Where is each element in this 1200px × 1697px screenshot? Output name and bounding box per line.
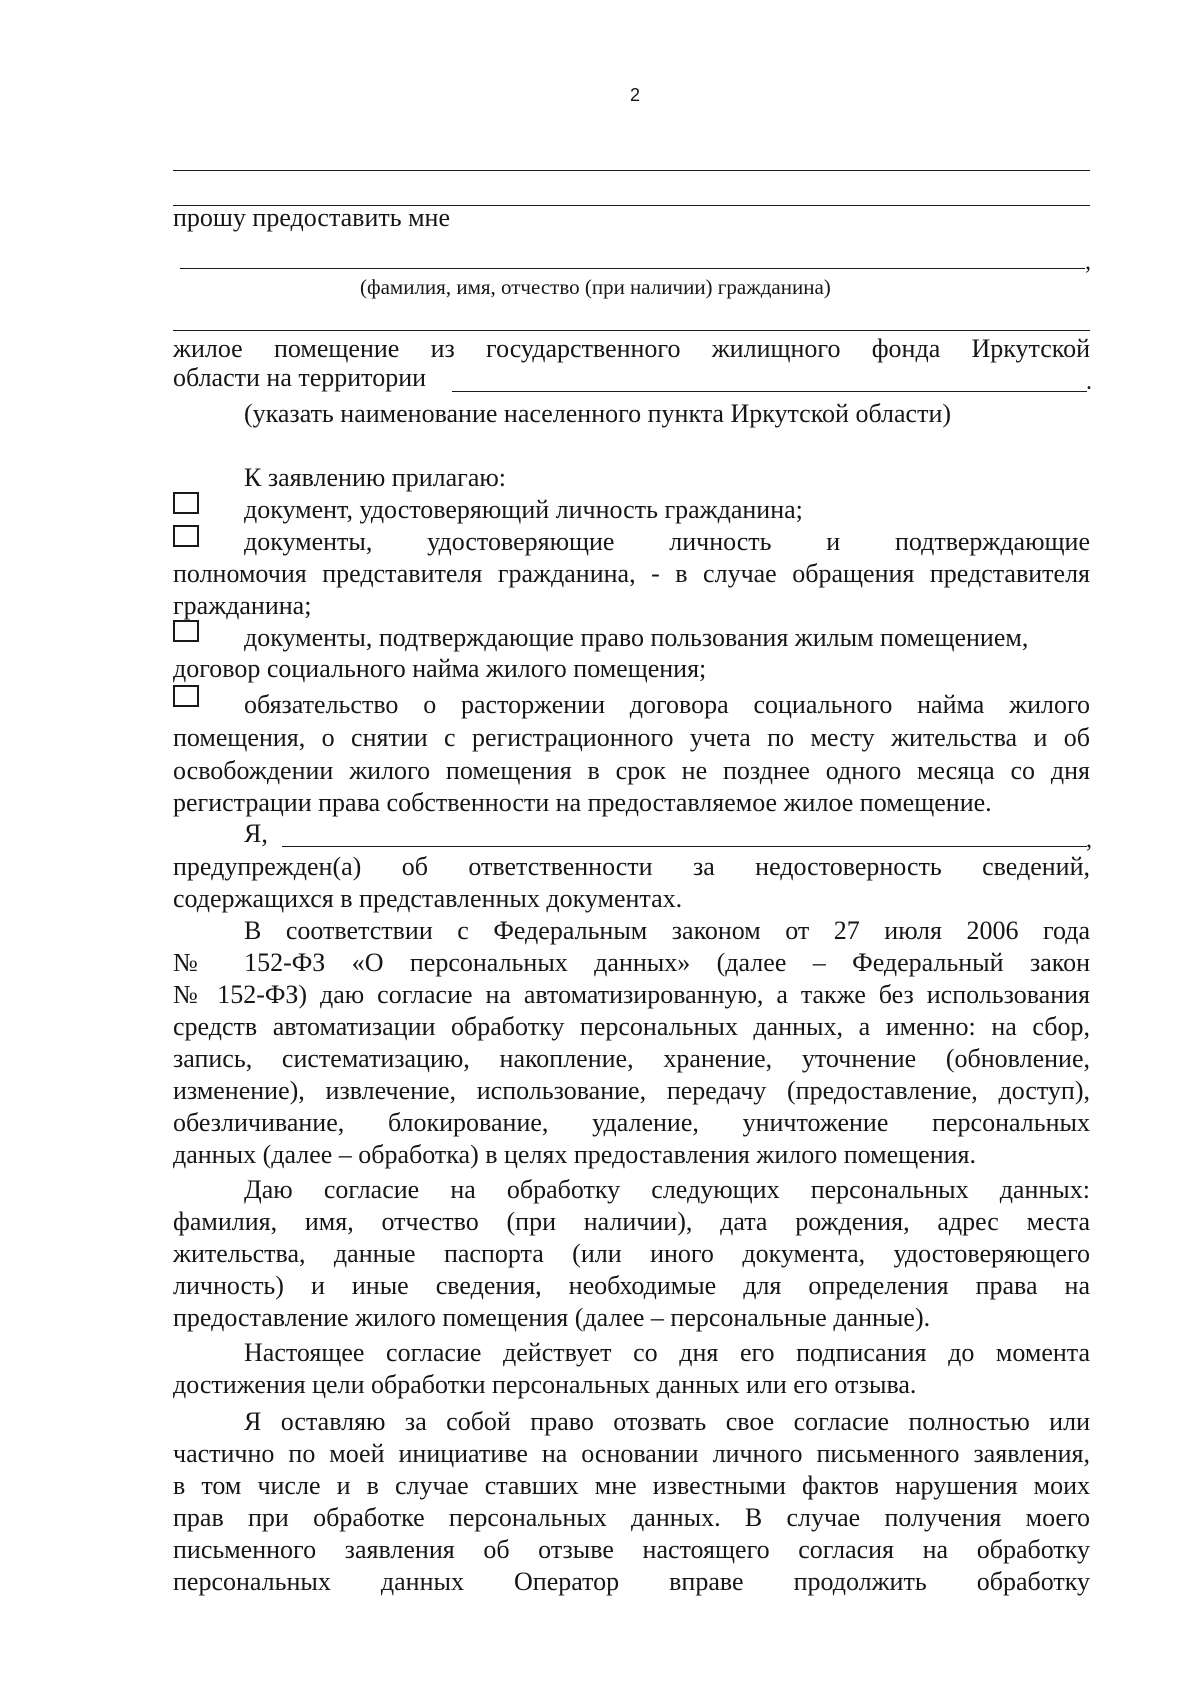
attachment-item-4-line-2: помещения, о снятии с регистрационного учета по месту жительства и об	[173, 723, 1090, 752]
consent-p3-line: Настоящее согласие действует со дня его подписания до момента	[244, 1338, 1090, 1367]
consent-p4-line: Я оставляю за собой право отозвать свое согласие полностью или	[244, 1407, 1090, 1436]
consent-p4-line: в том числе и в случае ставших мне известными фактов нарушения моих	[173, 1471, 1090, 1500]
attachment-item-3-line-2: договор социального найма жилого помещения;	[173, 654, 707, 683]
declaration-line-2: содержащихся в представленных документах.	[173, 884, 683, 913]
consent-p1-line: данных (далее – обработка) в целях предоставления жилого помещения.	[173, 1140, 977, 1169]
consent-p4-line: письменного заявления об отзыве настоящего согласия на обработку	[173, 1535, 1090, 1564]
request-line-2: области на территории	[173, 363, 427, 392]
consent-p1-line: № 152-ФЗ) даю согласие на автоматизированную, а также без использования	[173, 980, 1090, 1009]
attachment-item-2-line-1: документы, удостоверяющие личность и подтверждающие	[244, 527, 1090, 556]
attachment-item-2-line-3: гражданина;	[173, 591, 312, 620]
settlement-caption: (указать наименование населенного пункта Иркутской области)	[244, 399, 952, 428]
comma-mark: ,	[1085, 249, 1091, 275]
attachment-item-4-line-3: освобождении жилого помещения в срок не позднее одного месяца со дня	[173, 756, 1090, 785]
consent-p2-line: предоставление жилого помещения (далее – персональные данные).	[173, 1303, 931, 1332]
consent-p3-line: достижения цели обработки персональных данных или его отзыва.	[173, 1370, 917, 1399]
consent-p1-line: № 152-ФЗ «О персональных данных» (далее – Федеральный закон	[173, 948, 1090, 977]
name-blank-line	[180, 268, 1085, 269]
consent-p1-line: средств автоматизации обработку персональных данных, а именно: на сбор,	[173, 1012, 1090, 1041]
attachment-item-1: документ, удостоверяющий личность гражданина;	[244, 495, 803, 524]
consent-p4-line: персональных данных Оператор вправе продолжить обработку	[173, 1567, 1090, 1596]
consent-p2-line: Даю согласие на обработку следующих персональных данных:	[244, 1175, 1090, 1204]
period-mark: .	[1086, 369, 1092, 395]
declaration-ya: Я,	[244, 819, 268, 848]
consent-p2-line: фамилия, имя, отчество (при наличии), дата рождения, адрес места	[173, 1207, 1090, 1236]
attachment-checkbox-4[interactable]	[173, 685, 199, 707]
signatory-blank-line	[282, 846, 1087, 847]
blank-line-3	[173, 330, 1090, 331]
attachment-checkbox-2[interactable]	[173, 525, 199, 547]
consent-p4-line: прав при обработке персональных данных. В случае получения моего	[173, 1503, 1090, 1532]
page-number: 2	[629, 85, 640, 105]
consent-p2-line: личность) и иные сведения, необходимые для определения права на	[173, 1271, 1090, 1300]
attachment-item-4-line-4: регистрации права собственности на предоставляемое жилое помещение.	[173, 788, 992, 817]
consent-p2-line: жительства, данные паспорта (или иного документа, удостоверяющего	[173, 1239, 1090, 1268]
attachments-heading: К заявлению прилагаю:	[244, 463, 507, 492]
attachment-item-3-line-1: документы, подтверждающие право пользования жилым помещением,	[244, 623, 1029, 652]
attachment-item-2-line-2: полномочия представителя гражданина, - в случае обращения представителя	[173, 559, 1090, 588]
consent-p1-line: В соответствии с Федеральным законом от 27 июля 2006 года	[244, 916, 1090, 945]
request-intro: прошу предоставить мне	[173, 203, 450, 232]
consent-p1-line: обезличивание, блокирование, удаление, уничтожение персональных	[173, 1108, 1090, 1137]
consent-p1-line: изменение), извлечение, использование, передачу (предоставление, доступ),	[173, 1076, 1090, 1105]
name-caption: (фамилия, имя, отчество (при наличии) гражданина)	[360, 275, 831, 299]
blank-line-1	[173, 170, 1090, 171]
consent-p4-line: частично по моей инициативе на основании личного письменного заявления,	[173, 1439, 1090, 1468]
attachment-item-4-line-1: обязательство о расторжении договора социального найма жилого	[244, 690, 1090, 719]
request-line-1: жилое помещение из государственного жилищного фонда Иркутской	[173, 334, 1090, 363]
declaration-line-1: предупрежден(а) об ответственности за недостоверность сведений,	[173, 852, 1090, 881]
attachment-checkbox-3[interactable]	[173, 620, 199, 642]
attachment-checkbox-1[interactable]	[173, 492, 199, 514]
consent-p1-line: запись, систематизацию, накопление, хранение, уточнение (обновление,	[173, 1044, 1090, 1073]
settlement-blank-line	[452, 391, 1087, 392]
comma-mark: ,	[1086, 827, 1092, 853]
